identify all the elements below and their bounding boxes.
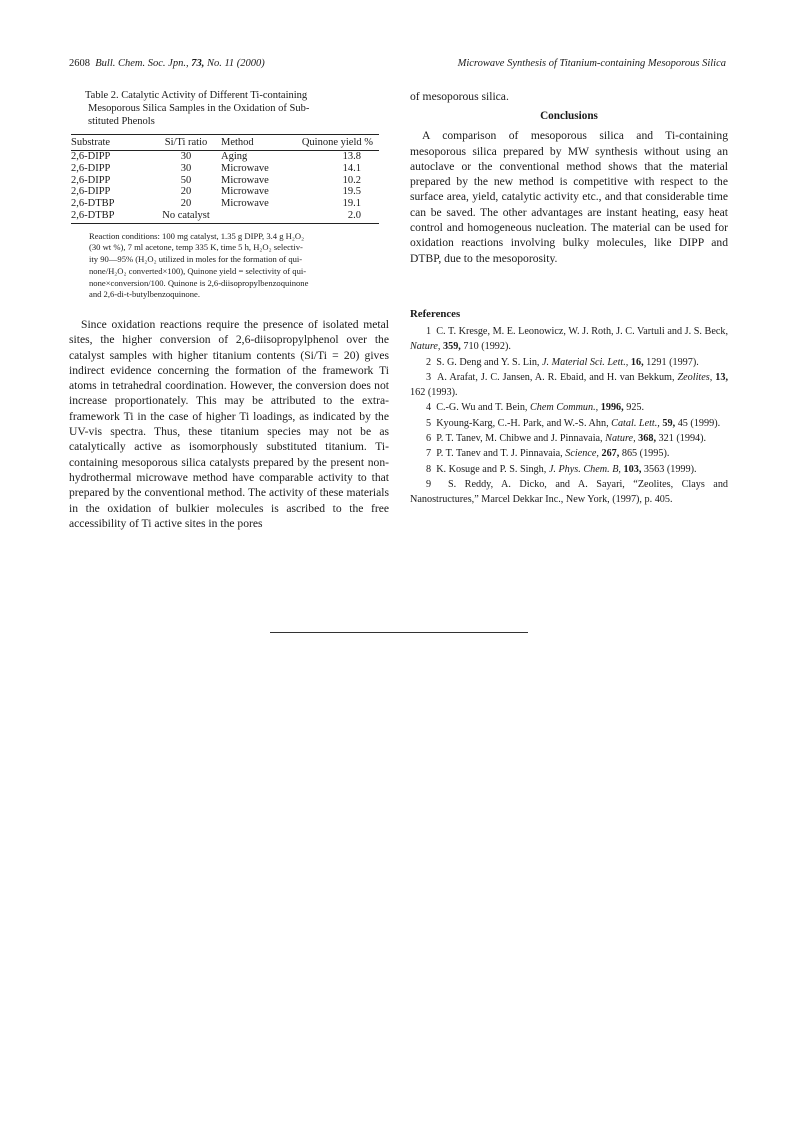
table-cell: 2,6-DTBP <box>71 210 151 223</box>
reference-authors: A. Arafat, J. C. Jansen, A. R. Ebaid, and H. van Bekkum, <box>437 371 678 383</box>
journal-volume: 73, <box>191 58 205 69</box>
reference-journal: Science, <box>565 448 599 460</box>
reference-list <box>410 324 728 508</box>
table-cell: 19.5 <box>342 186 361 198</box>
header-title: Microwave Synthesis of Titanium-containing Mesoporous Silica <box>457 58 726 69</box>
reference-authors: P. T. Tanev and T. J. Pinnavaia, <box>436 448 566 460</box>
section-heading-conclusions: Conclusions <box>540 110 598 123</box>
reference-item <box>410 462 728 477</box>
table-caption <box>85 89 385 128</box>
running-header <box>69 58 726 72</box>
table-cell: 20 <box>180 198 192 210</box>
table-caption-line: Table 2. Catalytic Activity of Different Ti-containing <box>85 90 308 101</box>
column-header: Quinone yield % <box>291 135 379 151</box>
table-caption-line: stituted Phenols <box>88 116 155 127</box>
reference-authors: C. T. Kresge, M. E. Leonowicz, W. J. Roth, J. C. Vartuli and J. S. Beck, <box>436 325 729 337</box>
table-footnote <box>69 231 389 301</box>
reference-pages: 45 (1999). <box>675 417 721 429</box>
table-cell: Microwave <box>221 186 269 198</box>
table-row <box>71 186 379 198</box>
column-header: Method <box>221 135 291 151</box>
reference-number: 6 <box>426 433 432 445</box>
body-paragraph-continuation: of mesoporous silica. <box>410 90 509 103</box>
reference-pages: 321 (1994). <box>656 433 707 445</box>
table-cell: Microwave <box>221 162 269 174</box>
table-cell: 14.1 <box>342 162 361 174</box>
table-cell: 30 <box>180 162 192 174</box>
table-cell: 2,6-DIPP <box>71 174 111 186</box>
reference-pages: 162 (1993). <box>410 387 458 399</box>
reference-journal: Catal. Lett., <box>611 417 660 429</box>
reference-number: 7 <box>426 448 432 460</box>
table-cell: 30 <box>180 151 192 162</box>
section-heading-references: References <box>410 307 461 320</box>
reference-volume: 267, <box>601 448 620 460</box>
reference-number: 9 <box>426 478 432 490</box>
reference-journal: J. Material Sci. Lett., <box>542 356 629 368</box>
reference-volume: 59, <box>662 417 676 429</box>
reference-item <box>410 355 728 370</box>
table-cell: Microwave <box>221 174 269 186</box>
reference-pages: 3563 (1999). <box>641 463 697 475</box>
reference-item <box>410 400 728 415</box>
reference-volume: 16, <box>630 356 644 368</box>
end-rule <box>270 632 528 633</box>
reference-item <box>410 324 728 355</box>
reference-volume: 103, <box>623 463 642 475</box>
reference-number: 2 <box>426 356 432 368</box>
table-cell: 19.1 <box>342 198 361 210</box>
page-number: 2608 <box>69 58 90 69</box>
column-header: Substrate <box>71 135 151 151</box>
reference-number: 1 <box>426 325 432 337</box>
reference-volume: 368, <box>638 433 656 445</box>
journal-name: Bull. Chem. Soc. Jpn., <box>95 58 189 69</box>
table-cell: 2,6-DTBP <box>71 198 115 210</box>
table-footnote-line: none×conversion/100. Quinone is 2,6-diisopropylbenzoquinone <box>89 277 309 288</box>
table-row <box>71 175 379 187</box>
table-cell: 2.0 <box>291 210 379 223</box>
table-row <box>71 198 379 210</box>
reference-pages: 925. <box>623 402 645 414</box>
reference-number: 5 <box>426 417 432 429</box>
reference-authors: P. T. Tanev, M. Chibwe and J. Pinnavaia, <box>436 433 606 445</box>
table-cell: 13.8 <box>342 151 361 162</box>
reference-item <box>410 416 728 431</box>
reference-authors: K. Kosuge and P. S. Singh, <box>436 463 549 475</box>
table-row <box>71 151 379 163</box>
table-cell: 50 <box>180 174 192 186</box>
reference-authors: S. Reddy, A. Dicko, and A. Sayari, “Zeolites, Clays and Nanostructures,” Marcel Dekkar Inc., New York, (1997), p. 405. <box>410 478 729 506</box>
table-footnote-line: (30 wt %), 7 ml acetone, temp 335 K, time 5 h, H₂O₂ selectiv- <box>89 242 303 253</box>
reference-item <box>410 370 728 401</box>
table-footnote-line: ity 90—95% (H₂O₂ utilized in moles for the formation of qui- <box>89 254 303 265</box>
column-header: Si/Ti ratio <box>151 135 221 151</box>
table-cell: 10.2 <box>342 174 361 186</box>
table-caption-line: Mesoporous Silica Samples in the Oxidation of Sub- <box>88 103 310 114</box>
table-cell <box>221 210 291 223</box>
reference-volume: 1996, <box>600 402 624 414</box>
reference-item <box>410 477 728 508</box>
table-footnote-line: and 2,6-di-t-butylbenzoquinone. <box>89 289 200 300</box>
table-cell: 2,6-DIPP <box>71 151 111 162</box>
reference-journal: J. Phys. Chem. B, <box>548 463 621 475</box>
reference-number: 4 <box>426 402 432 414</box>
reference-number: 8 <box>426 463 432 475</box>
table-footnote-line: none/H₂O₂ converted×100), Quinone yield = selectivity of qui- <box>89 265 307 276</box>
reference-journal: Zeolites, <box>677 371 713 383</box>
table-cell: 2,6-DIPP <box>71 186 111 198</box>
reference-pages: 1291 (1997). <box>643 356 699 368</box>
reference-authors: C.-G. Wu and T. Bein, <box>436 402 531 414</box>
reference-journal: Nature, <box>605 433 636 445</box>
catalytic-activity-table <box>71 134 379 224</box>
journal-issue: No. 11 (2000) <box>206 58 265 69</box>
conclusions-paragraph: A comparison of mesoporous silica and Ti-containing mesoporous silica prepared by MW synthesis without using an autoclave or the conventional method shows that the material prepared by the new method is competitive with respect to the surface area, yield, catalytic activity etc., and that considerable time can be saved. The other advantages are instant heating, easy heat control and homogeneous nucleation. The material can be used for oxidation reactions involving bulky molecules, like DIPP and DTBP, due to the mesoporosity. <box>410 129 728 265</box>
table-cell: Aging <box>221 151 248 162</box>
reference-volume: 359, <box>443 341 461 353</box>
reference-journal: Nature, <box>410 341 441 353</box>
reference-number: 3 <box>426 371 432 383</box>
reference-journal: Chem Commun., <box>530 402 599 414</box>
table-cell: 20 <box>180 186 192 198</box>
left-column <box>69 89 389 531</box>
reference-volume: 13, <box>715 371 728 383</box>
reference-authors: S. G. Deng and Y. S. Lin, <box>436 356 543 368</box>
table-row <box>71 210 379 223</box>
table-footnote-line: Reaction conditions: 100 mg catalyst, 1.35 g DIPP, 3.4 g H₂O₂ <box>89 230 305 241</box>
right-column <box>410 89 728 508</box>
table-cell: No catalyst <box>151 210 221 223</box>
reference-authors: Kyoung-Karg, C.-H. Park, and W.-S. Ahn, <box>436 417 612 429</box>
reference-item <box>410 431 728 446</box>
reference-pages: 710 (1992). <box>460 341 511 353</box>
reference-pages: 865 (1995). <box>619 448 670 460</box>
table-cell: 2,6-DIPP <box>71 162 111 174</box>
table-header-row <box>71 135 379 151</box>
table-cell: Microwave <box>221 198 269 210</box>
table-row <box>71 163 379 175</box>
reference-item <box>410 446 728 461</box>
header-left <box>69 58 265 69</box>
body-paragraph: Since oxidation reactions require the presence of isolated metal sites, the higher conversion of 2,6-diisopropylphenol over the catalyst samples with higher titanium contents (Si/Ti = 20) gives indirect evidence concerning the formation of the framework Ti atoms in tetrahedral coordination. However, the conversion does not increase proportionately. This may be attributed to the extra-framework Ti in the case of higher Ti loadings, as indicated by the UV-vis spectra. Thus, these titanium species may not be as catalytically active as isomorphously substituted titanium. Ti-containing mesoporous silica catalysts prepared by the present non-hydrothermal microwave method have comparable activity to that prepared by the conventional method. The activity of these materials in the oxidation of bulkier molecules is ascribed to the free accessibility of Ti active sites in the pores <box>69 318 389 530</box>
